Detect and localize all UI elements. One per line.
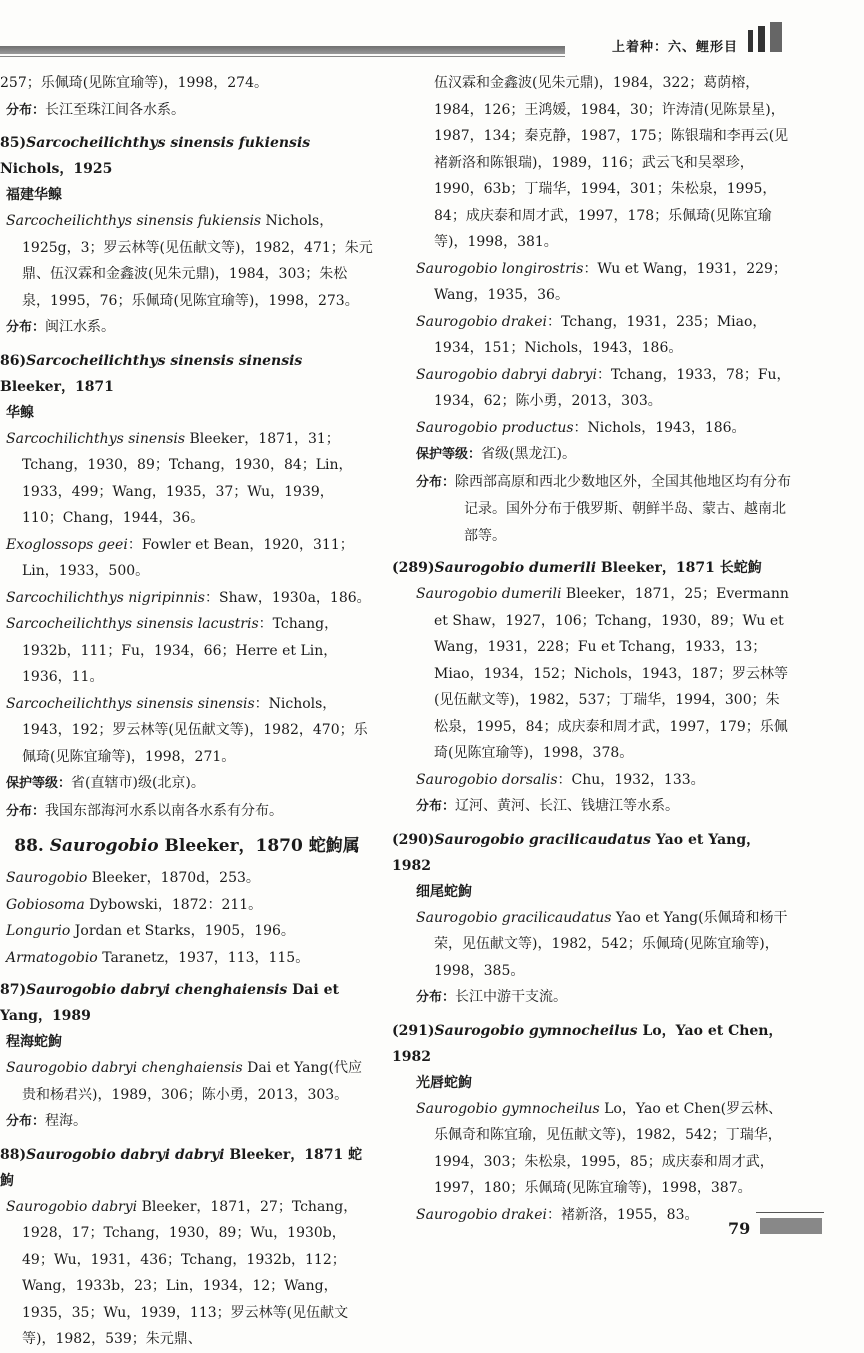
species-heading: 85)Sarcocheilichthys sinensis fukiensis Nichols，1925 福建华鳈 (0, 135, 311, 203)
reference-entry: Saurogobio dabryi chenghaiensis Dai et Yang(代应贵和杨君兴)，1989，306；陈小勇，2013，303。 (6, 1060, 362, 1103)
header-bar-mark (758, 26, 765, 52)
distribution: 分布：闽江水系。 (6, 319, 116, 335)
header-bar-mark (748, 30, 753, 52)
synonym-entry: Exoglossops geei：Fowler et Bean，1920，311；Lin，1933，500。 (6, 536, 354, 579)
protection-level: 保护等级：省级(黑龙江)。 (416, 446, 576, 462)
synonym-entry: Sarcocheilichthys sinensis sinensis：Nichols，1943，192；罗云林等(见伍献文等)，1982，470；乐佩琦(见陈宜瑜等)，1998，271。 (6, 695, 368, 765)
synonym-entry: Saurogobio drakei：Tchang，1931，235；Miao，1934，151；Nichols，1943，186。 (416, 313, 767, 356)
footer-bar-mark (760, 1218, 822, 1234)
running-header: 上着种：六、鲤形目 (612, 40, 739, 55)
species-heading: (291)Saurogobio gymnocheilus Lo，Yao et Chen，1982 光唇蛇鮈 (392, 1022, 783, 1091)
header-bar-mark (770, 22, 782, 52)
reference-entry: Saurogobio gracilicaudatus Yao et Yang(乐佩琦和杨干荣，见伍献文等)，1982，542；乐佩琦(见陈宜瑜等)，1998，385。 (416, 909, 788, 979)
synonym-entry: Saurogobio dorsalis：Chu，1932，133。 (416, 771, 705, 788)
right-column (392, 70, 792, 1228)
continued-reference: 257；乐佩琦(见陈宜瑜等)，1998，274。 (0, 75, 268, 91)
distribution: 分布：我国东部海河水系以南各水系有分布。 (6, 802, 284, 819)
synonym-entry: Sarcocheilichthys sinensis lacustris：Tchang，1932b，111；Fu，1934，66；Herre et Lin，1936，11。 (6, 616, 339, 685)
synonym-entry: Saurogobio productus：Nichols，1943，186。 (416, 419, 746, 436)
synonym-entry: Saurogobio drakei：褚新洛，1955，83。 (416, 1206, 699, 1223)
synonym-entry: Armatogobio Taranetz，1937，113，115。 (6, 949, 310, 966)
header-rule-line (0, 56, 565, 57)
distribution: 分布：长江至珠江间各水系。 (6, 101, 186, 118)
species-heading: (290)Saurogobio gracilicaudatus Yao et Yang，1982 细尾蛇鮈 (392, 831, 761, 900)
reference-entry: Saurogobio dumerili Bleeker，1871，25；Evermann et Shaw，1927，106；Tchang，1930，89；Wu et Wang，1931，228；Fu et Tchang，1933，13；Miao，1934，152；Nichols，1943，187；罗云林等(见伍献文等)，1982，537；丁瑞华，1994，300；朱松泉，1995，84；成庆泰和周才武，1997，179；乐佩琦(见陈宜瑜等)，1998，378。 (416, 586, 789, 761)
genus-heading: 88. Saurogobio Bleeker，1870 蛇鮈属 (14, 836, 360, 856)
species-heading: 88)Saurogobio dabryi dabryi Bleeker，1871 蛇鮈 (0, 1146, 363, 1189)
protection-level: 保护等级：省(直辖市)级(北京)。 (6, 775, 205, 791)
distribution: 分布：除西部高原和西北少数地区外，全国其他地区均有分布记录。国外分布于俄罗斯、朝鲜半岛、蒙古、越南北部等。 (416, 473, 792, 544)
synonym-entry: Sarcochilichthys sinensis Bleeker，1871，31；Tchang，1930，89；Tchang，1930，84；Lin，1933，499；Wang，1935，37；Wu，1939，110；Chang，1944，36。 (6, 430, 353, 526)
header-rule-bar (0, 46, 565, 54)
left-column (0, 70, 374, 1353)
species-heading: (289)Saurogobio dumerili Bleeker，1871 长蛇鮈 (392, 560, 762, 576)
synonym-entry: Gobiosoma Dybowski，1872：211。 (6, 896, 263, 913)
distribution: 分布：程海。 (6, 1113, 88, 1129)
reference-entry: Saurogobio gymnocheilus Lo，Yao et Chen(罗云林、乐佩奇和陈宜瑜，见伍献文等)，1982，542；丁瑞华，1994，303；朱松泉，1995，85；成庆泰和周才武，1997，180；乐佩琦(见陈宜瑜等)，1998，387。 (416, 1100, 783, 1196)
continued-reference: 伍汉霖和金鑫波(见朱元鼎)，1984，322；葛荫榕，1984，126；王鸿媛，1984，30；许涛清(见陈景星)，1987，134；秦克静，1987，175；陈银瑞和李再云(见褚新洛和陈银瑞)，1989，116；武云飞和吴翠珍，1990，63b；丁瑞华，1994，301；朱松泉，1995，84；成庆泰和周才武，1997，178；乐佩琦(见陈宜瑜等)，1998，381。 (434, 75, 789, 250)
synonym-entry: Saurogobio Bleeker，1870d，253。 (6, 870, 260, 886)
footer-rule (756, 1212, 824, 1213)
synonym-entry: Saurogobio dabryi dabryi：Tchang，1933，78；Fu，1934，62；陈小勇，2013，303。 (416, 366, 791, 409)
synonym-entry: Saurogobio longirostris：Wu et Wang，1931，229；Wang，1935，36。 (416, 260, 787, 303)
species-heading: 87)Saurogobio dabryi chenghaiensis Dai et Yang，1989 程海蛇鮈 (0, 982, 339, 1050)
distribution: 分布：长江中游干支流。 (416, 989, 568, 1005)
distribution: 分布：辽河、黄河、长江、钱塘江等水系。 (416, 798, 680, 814)
synonym-entry: Sarcochilichthys nigripinnis：Shaw，1930a，186。 (6, 589, 371, 606)
reference-entry: Saurogobio dabryi Bleeker，1871，27；Tchang，1928，17；Tchang，1930，89；Wu，1930b，49；Wu，1931，436；Tchang，1932b，112；Wang，1933b，23；Lin，1934，12；Wang，1935，35；Wu，1939，113；罗云林等(见伍献文等)，1982，539；朱元鼎、 (6, 1198, 358, 1347)
synonym-entry: Longurio Jordan et Starks，1905，196。 (6, 923, 295, 939)
reference-entry: Sarcocheilichthys sinensis fukiensis Nichols，1925g，3；罗云林等(见伍献文等)，1982，471；朱元鼎、伍汉霖和金鑫波(见朱元鼎)，1984，303；朱松泉，1995，76；乐佩琦(见陈宜瑜等)，1998，273。 (6, 213, 373, 309)
page-number: 79 (728, 1219, 751, 1238)
species-heading: 86)Sarcocheilichthys sinensis sinensis Bleeker，1871 华鳈 (0, 352, 303, 421)
